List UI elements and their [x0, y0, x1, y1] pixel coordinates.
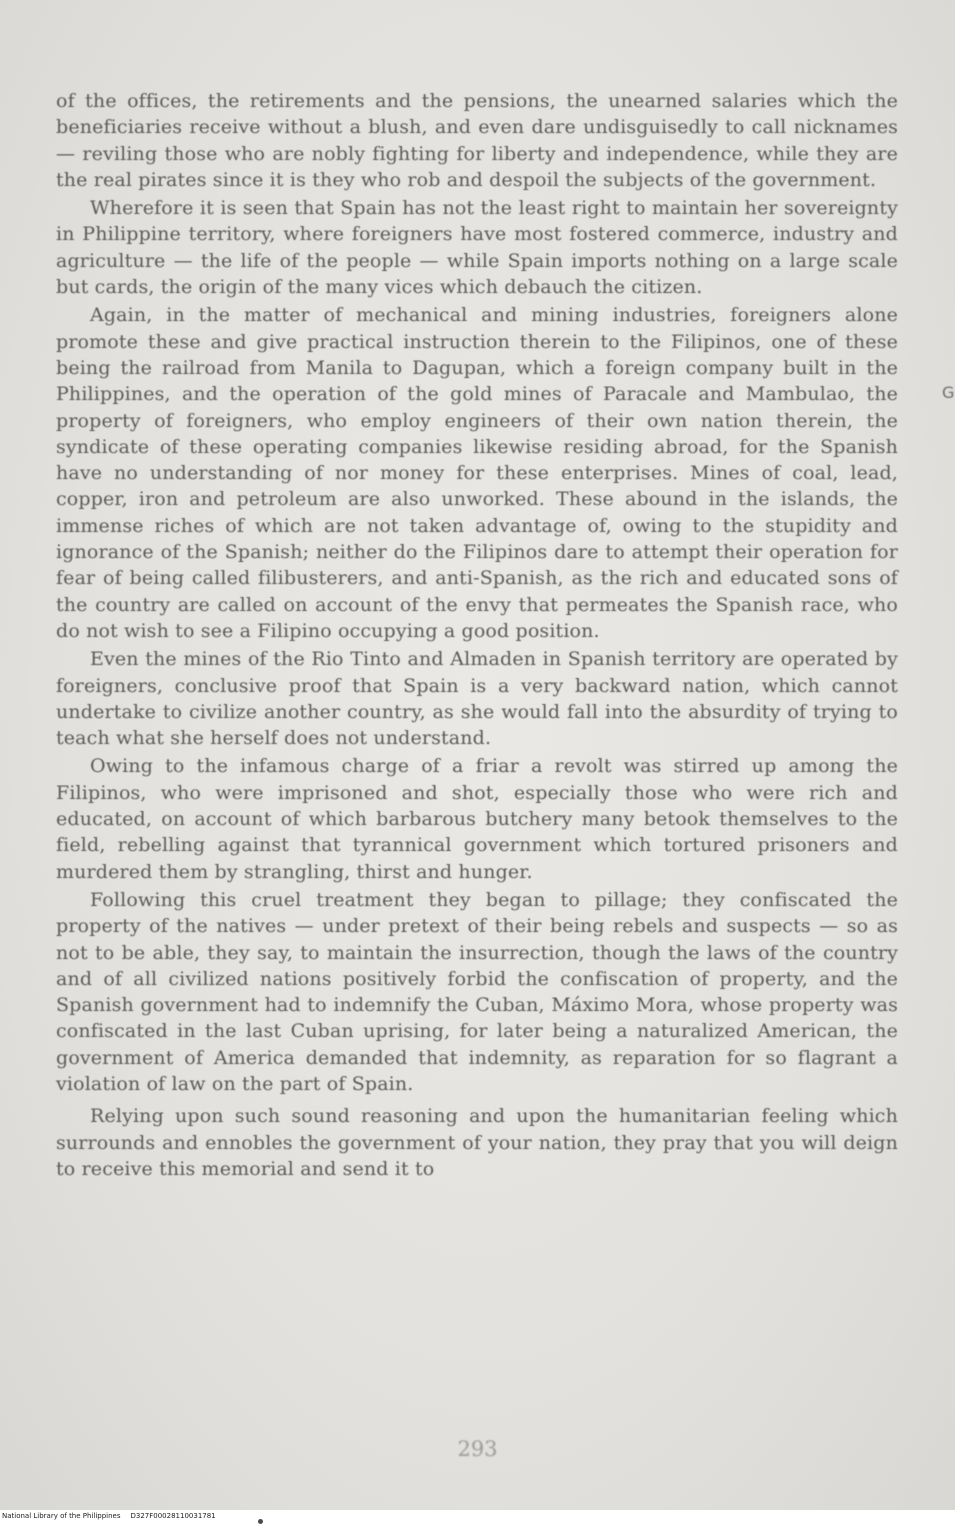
paragraph-6: Following this cruel treatment they began to pillage; they confiscated the property of the natives — under pretext of their being rebels and suspects — so as not to be able, they say, to maintain the insurrection, though the laws of the country and of all civilized nations positively forbid the confiscation of property, and the Spanish government had to indemnify the Cuban, Máximo Mora, whose property was confiscated in the last Cuban uprising, for later being a naturalized American, the government of America demanded that indemnity, as reparation for so flagrant a violation of law on the part of Spain.: [56, 888, 898, 1095]
page-number: 293: [457, 1437, 498, 1461]
paragraph-5: Owing to the infamous charge of a friar a revolt was stirred up among the Filipinos, who were imprisoned and shot, especially those who were rich and educated, on account of which barbarous butchery many betook themselves to the field, rebelling against that tyrannical government which tortured prisoners and murdered them by strangling, thirst and hunger.: [56, 755, 898, 883]
paragraph-7: Relying upon such sound reasoning and upon the humanitarian feeling which surrounds and ennobles the government of your nation, they pray that you will deign to receive this memorial and send it to: [56, 1105, 898, 1180]
footer-caption: [2, 1512, 216, 1520]
scan-speck: [258, 1519, 263, 1524]
paragraph-3: Again, in the matter of mechanical and mining industries, foreigners alone promote these and give practical instruction therein to the Filipinos, one of these being the railroad from Manila to Dagupan, which a foreign company built in the Philippines, and the operation of the gold mines of Paracale and Mambulao, the property of foreigners, who employ engineers of their own nation therein, the syndicate of these operating companies likewise residing abroad, for the Spanish have no understanding of nor money for these enterprises. Mines of coal, lead, copper, iron and petroleum are also unworked. These abound in the islands, the immense riches of which are not taken advantage of, owing to the stupidity and ignorance of the Spanish; neither do the Filipinos dare to attempt their operation for fear of being called filibusterers, and anti-Spanish, as the rich and educated sons of the country are called on account of the envy that permeates the Spanish race, who do not wish to see a Filipino occupying a good position.: [56, 304, 898, 642]
footer-library: National Library of the Philippines: [2, 1512, 121, 1520]
footer-reference: D327F00028110031781: [130, 1512, 216, 1520]
paragraph-2: Wherefore it is seen that Spain has not the least right to maintain her sovereignty in Philippine territory, where foreigners have most fostered commerce, industry and agriculture — the life of the people — while Spain imports nothing on a large scale but cards, the origin of the many vices which debauch the citizen.: [56, 197, 898, 299]
body-text: [56, 88, 898, 1184]
paragraph-1: of the offices, the retirements and the pensions, the unearned salaries which the beneficiaries receive without a blush, and even dare undisguisedly to call nicknames — reviling those who are nobly fighting for liberty and independence, while they are the real pirates since it is they who rob and despoil the subjects of the government.: [56, 90, 898, 191]
margin-mark: G: [942, 383, 955, 402]
paragraph-4: Even the mines of the Rio Tinto and Almaden in Spanish territory are operated by foreigners, conclusive proof that Spain is a very backward nation, which cannot undertake to civilize another country, as she would fall into the absurdity of trying to teach what she herself does not understand.: [56, 648, 898, 750]
